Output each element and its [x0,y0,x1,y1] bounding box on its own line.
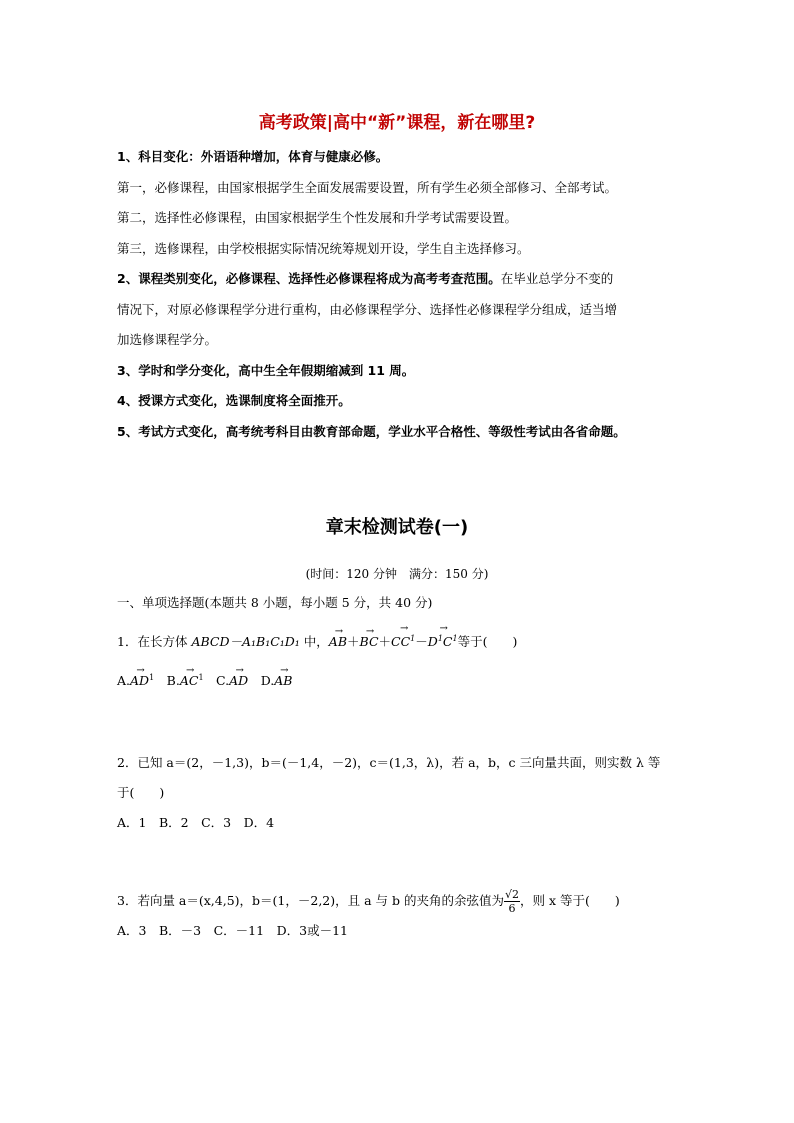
q1-vector-expression: → $AB+\to BC+\to CC^1-\to D^1C^1$ [329,634,458,649]
policy-item-2-rest: 在毕业总学分不变的 [500,271,614,286]
exam-body [117,588,682,946]
q1-prefix: 1．在长方体 [117,634,192,650]
policy-item-5: 5、考试方式变化，高考统考科目由教育部命题，学业水平合格性、等级性考试由各省命题。 [117,423,626,439]
policy-item-2-cont2: 加选修课程学分。 [117,332,218,347]
policy-item-2-bold: 2、课程类别变化，必修课程、选择性必修课程将成为高考考查范围。 [117,271,501,286]
q1-options: $A.\to AD^1$ $B.\to AC^1$ C.→ AD D.→ AB [117,663,682,696]
policy-item-3: 3、学时和学分变化，高中生全年假期缩减到 11 周。 [117,362,415,378]
q2-options: A．1 B．2 C．3 D．4 [117,815,275,831]
q3-frac-den: 6 [508,902,516,916]
exam-subtitle: (时间：120 分钟 满分：150 分) [305,567,489,581]
section-heading: 一、单项选择题(本题共 8 小题，每小题 5 分，共 40 分) [117,595,433,610]
q1-suffix: 等于( ) [457,634,518,650]
q3-frac-num: √2 [504,888,519,902]
policy-item-2-cont: 情况下，对原必修课程学分进行重构，由必修课程学分、选择性必修课程学分组成，适当增 [117,301,618,317]
policy-line-2: 第二，选择性必修课程，由国家根据学生个性发展和升学考试需要设置。 [117,210,518,225]
q2-line-1: 2．已知 a＝(2，－1,3)，b＝(－1,4，－2)，c＝(1,3，λ)，若 a，b，c 三向量共面，则实数 λ 等 [117,755,661,771]
policy-item-4: 4、授课方式变化，选课制度将全面推开。 [117,393,351,408]
policy-item-2 [117,264,682,295]
question-1 [117,624,682,657]
q3-fraction [504,888,520,915]
policy-item-1: 1、科目变化：外语语种增加，体育与健康必修。 [117,149,389,164]
policy-line-3: 第三，选修课程，由学校根据实际情况统筹规划开设，学生自主选择修习。 [117,240,530,256]
policy-line-1: 第一，必修课程，由国家根据学生全面发展需要设置，所有学生必须全部修习、全部考试。 [117,179,618,195]
exam-title: 章末检测试卷(一) [325,517,469,538]
q1-box-name: ABCD－A₁B₁C₁D₁ [191,634,300,650]
policy-body [117,142,682,447]
policy-title: 高考政策|高中“新”课程，新在哪里? [258,113,536,133]
q1-mid: 中， [299,634,329,650]
q2-line-2: 于( ) [117,785,165,801]
q3-options: A．3 B．－3 C．－11 D．3或－11 [117,923,348,939]
q3-suffix: ，则 x 等于( ) [520,893,620,909]
q3-prefix: 3．若向量 a＝(x,4,5)，b＝(1，－2,2)，且 a 与 b 的夹角的余弦值为 [117,893,504,909]
question-3 [117,886,682,916]
